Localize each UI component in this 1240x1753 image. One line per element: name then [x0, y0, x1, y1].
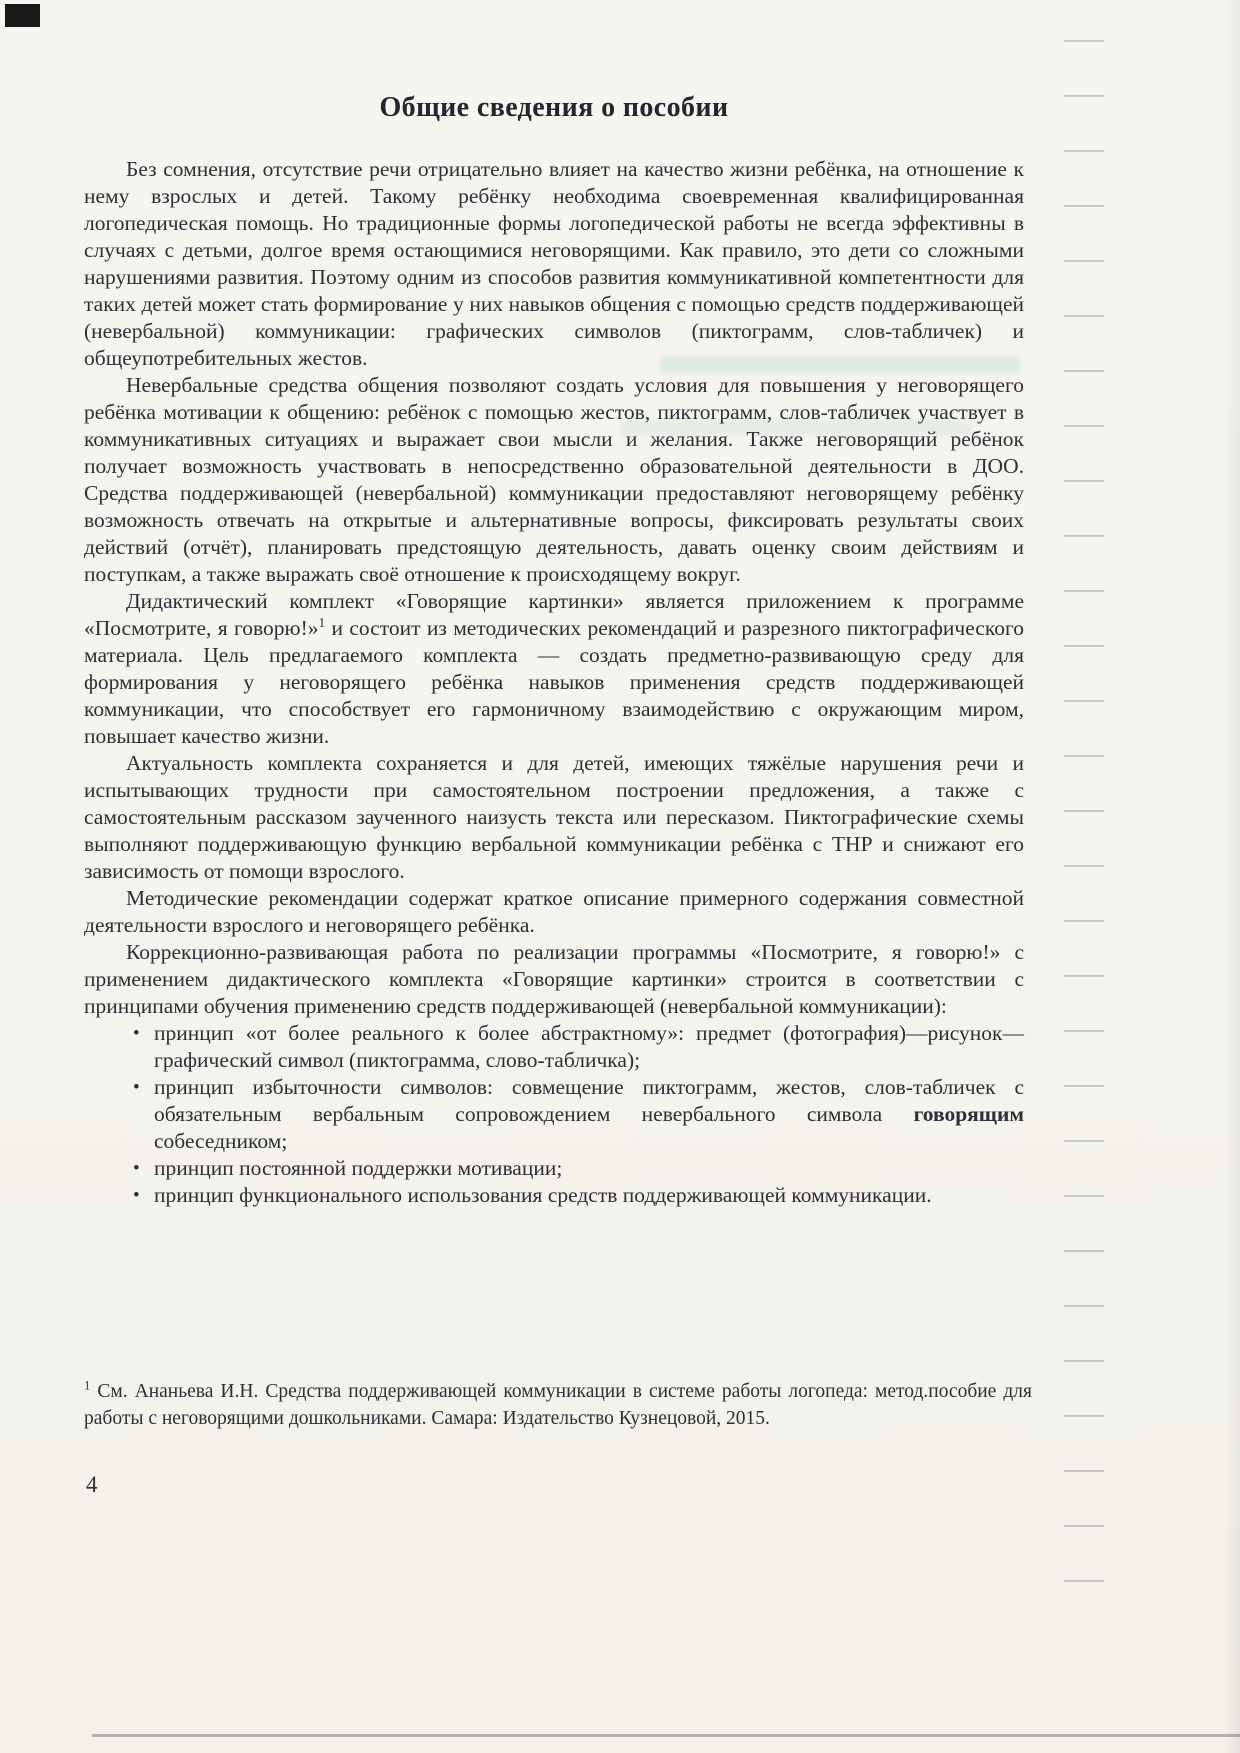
footnote-reference: 1 [318, 614, 326, 630]
page-content [84, 92, 1024, 1209]
page-title: Общие сведения о пособии [379, 92, 729, 123]
list-item-text: принцип «от более реального к более абстрактному»: предмет (фотография)—рисунок—графический символ (пиктограмма, слово-табличка); [154, 1021, 1024, 1072]
paragraph-2: Невербальные средства общения позволяют создать условия для повышения у неговорящего ребёнка мотивации к общению: ребёнок с помощью жестов, пиктограмм, слов-табличек участвует в коммуникативных ситуациях и выражает свои мысли и желания. Также неговорящий ребёнок получает возможность участвовать в непосредственно образовательной деятельности в ДОО. Средства поддерживающей (невербальной) коммуникации предоставляют неговорящему ребёнку возможность отвечать на открытые и альтернативные вопросы, фиксировать результаты своих действий (отчёт), планировать предстоящую деятельность, давать оценку своим действиям и поступкам, а также выражать своё отношение к происходящему вокруг. [84, 373, 1024, 586]
list-item-bold-text: говорящим [913, 1102, 1024, 1126]
list-item [130, 1182, 1024, 1209]
paragraph-6: Коррекционно-развивающая работа по реализации программы «Посмотрите, я говорю!» с применением дидактического комплекта «Говорящие картинки» строится в соответствии с принципами обучения применению средств поддерживающей (невербальной коммуникации): [84, 940, 1024, 1018]
list-item-text: принцип избыточности символов: совмещение пиктограмм, жестов, слов-табличек с обязательным вербальным сопровождением невербального символа [154, 1075, 1024, 1126]
body-text [84, 156, 1024, 1209]
footnote-marker: 1 [84, 1378, 91, 1393]
paragraph-3-text: и состоит из методических рекомендаций и разрезного пиктографического материала. Цель предлагаемого комплекта — создать предметно-развивающую среду для формирования у неговорящего ребёнка навыков применения средств поддерживающей коммуникации, что способствует его гармоничному взаимодействию с окружающим миром, повышает качество жизни. [84, 616, 1024, 748]
list-item-text: принцип функционального использования средств поддерживающей коммуникации. [154, 1183, 932, 1207]
list-item [130, 1074, 1024, 1155]
list-item [130, 1020, 1024, 1074]
paragraph-4: Актуальность комплекта сохраняется и для детей, имеющих тяжёлые нарушения речи и испытывающих трудности при самостоятельном построении предложения, а также с самостоятельным рассказом заученного наизусть текста или пересказом. Пиктографические схемы выполняют поддерживающую функцию вербальной коммуникации ребёнка с ТНР и снижают его зависимость от помощи взрослого. [84, 751, 1024, 883]
page-edge-shadow [1224, 0, 1240, 1753]
principles-list [84, 1020, 1024, 1209]
list-item [130, 1155, 1024, 1182]
page-edge-lines-artifact [1064, 40, 1104, 1608]
footnote-text: См. Ананьева И.Н. Средства поддерживающей коммуникации в системе работы логопеда: метод.пособие для работы с неговорящими дошкольниками. Самара: Издательство Кузнецовой, 2015. [84, 1381, 1033, 1429]
list-item-text: принцип постоянной поддержки мотивации; [154, 1156, 563, 1180]
paragraph-1: Без сомнения, отсутствие речи отрицательно влияет на качество жизни ребёнка, на отношение к нему взрослых и детей. Такому ребёнку необходима своевременная квалифицированная логопедическая помощь. Но традиционные формы логопедической работы не всегда эффективны в случаях с детьми, долгое время остающимися неговорящими. Как правило, это дети со сложными нарушениями развития. Поэтому одним из способов развития коммуникативной компетентности для таких детей может стать формирование у них навыков общения с помощью средств поддерживающей (невербальной) коммуникации: графических символов (пиктограмм, слов-табличек) и общеупотребительных жестов. [84, 157, 1024, 370]
page-number: 4 [86, 1472, 98, 1497]
paragraph-5: Методические рекомендации содержат краткое описание примерного содержания совместной деятельности взрослого и неговорящего ребёнка. [84, 886, 1024, 937]
paragraph-3 [84, 588, 1024, 750]
list-item-text: собеседником; [154, 1129, 288, 1153]
paragraph-3-text: Дидактический комплект «Говорящие картинки» является приложением к программе «Посмотрите, я говорю!» [84, 589, 1024, 640]
scan-edge-line [92, 1734, 1240, 1737]
footnote [84, 1378, 1032, 1432]
scan-corner-artifact [5, 4, 40, 27]
